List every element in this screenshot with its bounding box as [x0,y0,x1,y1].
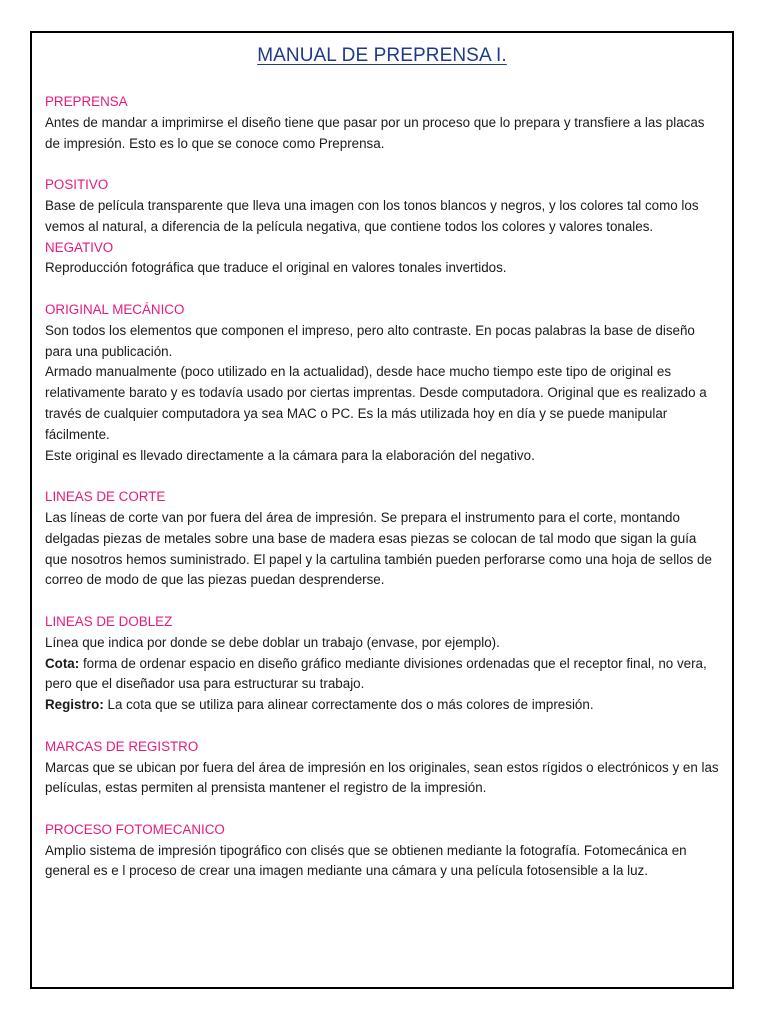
section-marcas-de-registro [45,737,722,799]
section-lineas-de-doblez [45,612,722,716]
page-frame [30,31,734,989]
definition-text: forma de ordenar espacio en diseño gráfico mediante divisiones ordenadas que el receptor final, no vera, pero que el diseñador usa para estructurar su trabajo. [45,655,707,692]
section-preprensa [45,92,722,154]
section-heading: LINEAS DE DOBLEZ [45,613,173,629]
section-heading: MARCAS DE REGISTRO [45,738,199,754]
section-lineas-de-corte [45,487,722,591]
section-heading: ORIGINAL MECÁNICO [45,301,185,317]
section-paragraph: Amplio sistema de impresión tipográfico con clisés que se obtienen mediante la fotografía. Fotomecánica en general es e l proceso de crear una imagen mediante una cámara y una película fotosensible a la luz. [45,842,687,879]
section-paragraph: Base de película transparente que lleva una imagen con los tonos blancos y negros, y los colores tal como los vemos al natural, a diferencia de la película negativa, que contiene todos los colores y valores tonales. [45,197,699,234]
section-paragraph: Armado manualmente (poco utilizado en la actualidad), desde hace mucho tiempo este tipo de original es relativamente barato y es todavía usado por ciertas imprentas. Desde computadora. Original que es realizado a través de cualquier computadora ya sea MAC o PC. Es la más utilizada hoy en día y se puede manipular fácilmente. [45,364,707,442]
section-paragraph: Reproducción fotográfica que traduce el original en valores tonales invertidos. [45,260,507,276]
section-paragraph: Son todos los elementos que componen el impreso, pero alto contraste. En pocas palabras la base de diseño para una publicación. [45,322,695,359]
definition-cota [45,654,722,696]
section-heading: NEGATIVO [45,239,114,255]
section-proceso-fotomecanico [45,820,722,882]
section-original-mecanico [45,300,722,466]
section-paragraph: Línea que indica por donde se debe doblar un trabajo (envase, por ejemplo). [45,634,500,650]
definition-text: La cota que se utiliza para alinear correctamente dos o más colores de impresión. [103,697,594,713]
section-paragraph: Marcas que se ubican por fuera del área de impresión en los originales, sean estos rígidos o electrónicos y en las películas, estas permiten al prensista mantener el registro de la impresión. [45,759,719,796]
definition-term: Cota: [45,655,80,671]
section-negativo [45,238,722,280]
section-heading: LINEAS DE CORTE [45,489,166,505]
section-paragraph: Las líneas de corte van por fuera del área de impresión. Se prepara el instrumento para el corte, montando delgadas piezas de metales sobre una base de madera esas piezas se colocan de tal modo que sigan la guía que nosotros hemos suministrado. El papel y la cartulina también pueden perforarse como una hoja de sellos de correo de modo de que las piezas puedan desprenderse. [45,509,712,588]
document-title: MANUAL DE PREPRENSA I. [257,45,507,66]
definition-term: Registro: [45,697,104,713]
section-heading: PROCESO FOTOMECANICO [45,821,225,837]
section-heading: PREPRENSA [45,94,128,109]
section-positivo [45,175,722,237]
document-body [45,92,722,903]
section-paragraph: Este original es llevado directamente a la cámara para la elaboración del negativo. [45,447,535,463]
section-paragraph: Antes de mandar a imprimirse el diseño tiene que pasar por un proceso que lo prepara y transfiere a las placas de impresión. Esto es lo que se conoce como Preprensa. [45,114,705,151]
definition-registro [45,695,722,716]
section-heading: POSITIVO [45,177,109,193]
